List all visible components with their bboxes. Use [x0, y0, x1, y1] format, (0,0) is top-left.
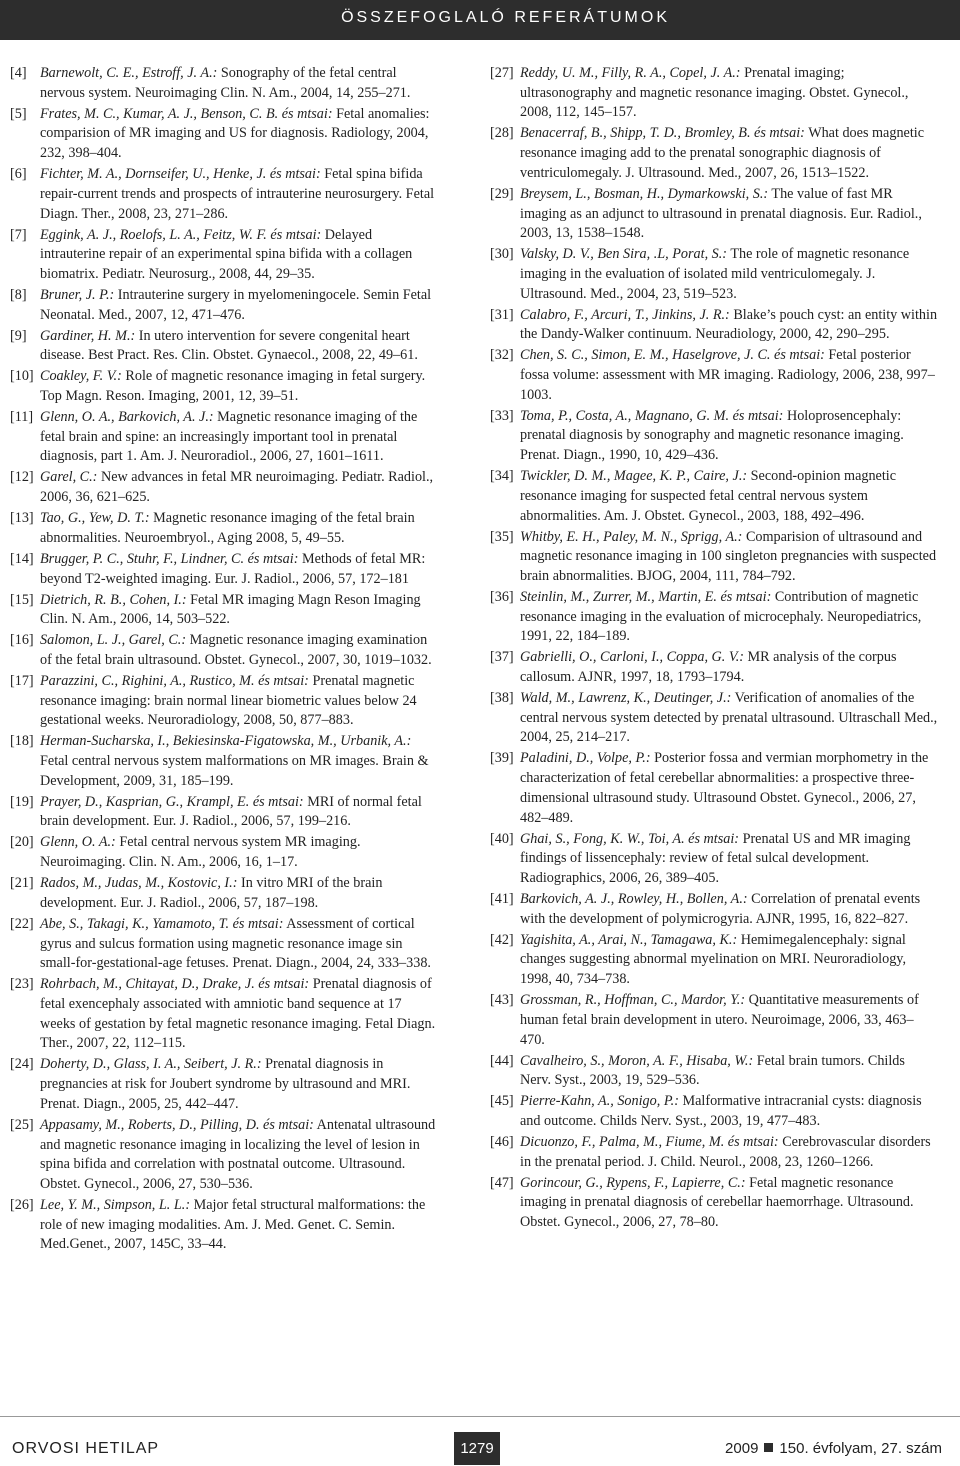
reference-text: Assessment of cortical gyrus and sulcus formation using magnetic resonance image sin small-for-gestational-age fetuses. Prenat. Diagn., 2004, 24, 333–338.	[40, 915, 431, 972]
reference-authors: Brugger, P. C., Stuhr, F., Lindner, C. és mtsai:	[40, 550, 299, 567]
reference-number: [16]	[10, 632, 34, 649]
reference-number: [25]	[10, 1116, 34, 1133]
reference-number: [47]	[490, 1174, 514, 1191]
reference-authors: Abe, S., Takagi, K., Yamamoto, T. és mtsai:	[40, 915, 284, 932]
reference-number: [6]	[10, 166, 27, 183]
reference-item	[10, 408, 438, 467]
reference-number: [10]	[10, 368, 34, 385]
reference-text: Intrauterine surgery in myelomeningocele. Semin Fetal Neonatal. Med., 2007, 12, 471–476.	[40, 286, 432, 323]
reference-authors: Coakley, F. V.:	[40, 368, 122, 385]
reference-number: [41]	[490, 890, 514, 907]
reference-text: Fetal spina bifida repair-current trends and prospects of intrauterine neurosurgery. Fetal Diagn. Ther., 2008, 23, 271–286.	[40, 166, 435, 222]
reference-number: [5]	[10, 105, 27, 122]
reference-authors: Benacerraf, B., Shipp, T. D., Bromley, B. és mtsai:	[520, 125, 805, 142]
reference-number: [29]	[490, 185, 514, 202]
reference-authors: Ghai, S., Fong, K. W., Toi, A. és mtsai:	[520, 830, 740, 847]
reference-item	[490, 689, 938, 748]
reference-item	[10, 1196, 438, 1255]
reference-text: Second-opinion magnetic resonance imaging for suspected fetal central nervous system abnormalities. Am. J. Obstet. Gynecol., 2003, 188, 492–496.	[520, 468, 897, 524]
reference-number: [33]	[490, 407, 514, 424]
reference-text: Contribution of magnetic resonance imaging in the evaluation of microcephaly. Neuropediatrics, 1991, 22, 184–189.	[520, 588, 922, 645]
reference-item	[10, 732, 438, 791]
reference-authors: Chen, S. C., Simon, E. M., Haselgrove, J. C. és mtsai:	[520, 347, 825, 364]
reference-text: Fetal brain tumors. Childs Nerv. Syst., 2003, 19, 529–536.	[520, 1052, 905, 1089]
reference-number: [34]	[490, 468, 514, 485]
reference-text: MRI of normal fetal brain development. Eur. J. Radiol., 2006, 57, 199–216.	[40, 793, 422, 830]
reference-item	[10, 672, 438, 731]
reference-authors: Rohrbach, M., Chitayat, D., Drake, J. és mtsai:	[40, 976, 310, 993]
reference-authors: Glenn, O. A., Barkovich, A. J.:	[40, 409, 214, 426]
reference-number: [39]	[490, 750, 514, 767]
reference-number: [8]	[10, 286, 27, 303]
reference-item	[10, 105, 438, 164]
reference-number: [22]	[10, 915, 34, 932]
reference-authors: Whitby, E. H., Paley, M. N., Sprigg, A.:	[520, 528, 743, 545]
reference-authors: Pierre-Kahn, A., Sonigo, P.:	[520, 1093, 679, 1110]
reference-number: [13]	[10, 510, 34, 527]
reference-authors: Dietrich, R. B., Cohen, I.:	[40, 591, 187, 608]
reference-text: Major fetal structural malformations: the role of new imaging modalities. Am. J. Med. Genet. C. Semin. Med.Genet., 2007, 145C, 33–44.	[40, 1196, 426, 1253]
section-title: ÖSSZEFOGLALÓ REFERÁTUMOK	[341, 9, 670, 26]
issue-year: 2009	[725, 1440, 759, 1457]
reference-number: [14]	[10, 550, 34, 567]
reference-number: [36]	[490, 588, 514, 605]
reference-authors: Garel, C.:	[40, 469, 98, 486]
reference-item	[10, 793, 438, 832]
reference-number: [21]	[10, 875, 34, 892]
reference-authors: Toma, P., Costa, A., Magnano, G. M. és mtsai:	[520, 407, 784, 424]
reference-number: [19]	[10, 793, 34, 810]
reference-item	[10, 165, 438, 224]
reference-text: What does magnetic resonance imaging add to the prenatal sonographic diagnosis of ventriculomegaly. J. Ultrasound. Med., 2007, 26, 1513–1522.	[520, 125, 925, 181]
reference-text: The role of magnetic resonance imaging in the evaluation of isolated mild ventriculomegaly. J. Ultrasound. Med., 2004, 23, 519–523.	[520, 246, 910, 302]
reference-column-right	[490, 64, 938, 1234]
reference-item	[10, 468, 438, 507]
reference-item	[10, 975, 438, 1054]
reference-text: Prenatal diagnosis in pregnancies at risk for Joubert syndrome by ultrasound and MRI. Prenat. Diagn., 2005, 25, 442–447.	[40, 1056, 411, 1112]
reference-authors: Salomon, L. J., Garel, C.:	[40, 632, 187, 649]
reference-authors: Dicuonzo, F., Palma, M., Fiume, M. és mtsai:	[520, 1133, 779, 1150]
square-bullet-icon	[764, 1443, 773, 1452]
reference-authors: Gorincour, G., Rypens, F., Lapierre, C.:	[520, 1174, 746, 1191]
reference-item	[490, 1133, 938, 1172]
reference-text: Verification of anomalies of the central nervous system detected by prenatal ultrasound. Ultraschall Med., 2004, 25, 214–217.	[520, 690, 938, 746]
reference-item	[10, 1116, 438, 1195]
reference-item	[10, 509, 438, 548]
reference-authors: Eggink, A. J., Roelofs, L. A., Feitz, W. F. és mtsai:	[40, 226, 322, 243]
reference-authors: Breysem, L., Bosman, H., Dymarkowski, S.:	[520, 185, 769, 202]
reference-text: Quantitative measurements of human fetal brain development in utero. Neuroimage, 2006, 33, 463–470.	[520, 992, 919, 1048]
reference-text: Correlation of prenatal events with the development of polymicrogyria. AJNR, 1995, 16, 822–827.	[520, 890, 921, 927]
reference-item	[10, 550, 438, 589]
reference-number: [40]	[490, 830, 514, 847]
reference-authors: Yagishita, A., Arai, N., Tamagawa, K.:	[520, 931, 738, 948]
reference-number: [15]	[10, 591, 34, 608]
reference-item	[490, 64, 938, 123]
reference-text: Fetal central nervous system MR imaging. Neuroimaging. Clin. N. Am., 2006, 16, 1–17.	[40, 834, 361, 871]
header-bar	[0, 0, 960, 40]
reference-authors: Reddy, U. M., Filly, R. A., Copel, J. A.:	[520, 65, 741, 81]
reference-item	[10, 64, 438, 103]
reference-number: [42]	[490, 931, 514, 948]
reference-authors: Herman-Sucharska, I., Bekiesinska-Figatowska, M., Urbanik, A.:	[40, 733, 412, 750]
reference-authors: Grossman, R., Hoffman, C., Mardor, Y.:	[520, 992, 746, 1009]
reference-item	[490, 306, 938, 345]
reference-item	[10, 591, 438, 630]
reference-item	[490, 830, 938, 889]
reference-text: Fetal MR imaging Magn Reson Imaging Clin. N. Am., 2006, 14, 503–522.	[40, 591, 421, 628]
reference-number: [18]	[10, 733, 34, 750]
reference-item	[490, 407, 938, 466]
reference-text: Magnetic resonance imaging of the fetal brain and spine: an increasingly important tool in prenatal diagnosis, part 1. Am. J. Neuroradiol., 2006, 27, 1601–1611.	[40, 409, 418, 465]
reference-text: Prenatal US and MR imaging findings of lissencephaly: review of fetal sulcal development. Radiographics, 2006, 26, 389–405.	[520, 830, 911, 886]
reference-item	[490, 245, 938, 304]
reference-text: Fetal central nervous system malformations on MR images. Brain & Development, 2009, 31, 185–199.	[40, 753, 429, 789]
reference-authors: Gabrielli, O., Carloni, I., Coppa, G. V.:	[520, 649, 744, 666]
reference-number: [20]	[10, 834, 34, 851]
reference-text: In utero intervention for severe congenital heart disease. Best Pract. Res. Clin. Obstet. Gynaecol., 2008, 22, 49–61.	[40, 327, 418, 364]
reference-authors: Cavalheiro, S., Moron, A. F., Hisaba, W.:	[520, 1052, 754, 1069]
reference-authors: Gardiner, H. M.:	[40, 327, 136, 344]
reference-number: [31]	[490, 306, 514, 323]
reference-text: Prenatal imaging; ultrasonography and magnetic resonance imaging. Obstet. Gynecol., 2008, 112, 145–157.	[520, 65, 909, 121]
reference-text: Malformative intracranial cysts: diagnosis and outcome. Childs Nerv. Syst., 2003, 19, 477–483.	[520, 1093, 922, 1129]
reference-text: MR analysis of the corpus callosum. AJNR, 1997, 18, 1793–1794.	[520, 649, 897, 686]
reference-item	[490, 749, 938, 828]
reference-text: Fetal posterior fossa volume: assessment with MR imaging. Radiology, 2006, 238, 997–1003.	[520, 347, 935, 403]
reference-authors: Paladini, D., Volpe, P.:	[520, 750, 651, 767]
reference-authors: Frates, M. C., Kumar, A. J., Benson, C. B. és mtsai:	[40, 105, 333, 122]
issue-volume: 150. évfolyam, 27. szám	[779, 1440, 942, 1457]
reference-text: Methods of fetal MR: beyond T2-weighted imaging. Eur. J. Radiol., 2006, 57, 172–181	[40, 550, 426, 587]
footer-divider	[0, 1416, 960, 1417]
reference-item	[490, 185, 938, 244]
reference-number: [11]	[10, 409, 34, 426]
reference-number: [7]	[10, 226, 27, 243]
reference-item	[10, 367, 438, 406]
reference-text: Fetal anomalies: comparision of MR imaging and US for diagnosis. Radiology, 2004, 232, 398–404.	[40, 105, 430, 162]
reference-number: [23]	[10, 976, 34, 993]
reference-number: [37]	[490, 649, 514, 666]
reference-authors: Rados, M., Judas, M., Kostovic, I.:	[40, 875, 238, 892]
reference-number: [4]	[10, 65, 27, 81]
reference-item	[490, 124, 938, 183]
reference-text: The value of fast MR imaging as an adjunct to ultrasound in prenatal diagnosis. Eur. Radiol., 2003, 13, 1538–1548.	[520, 185, 922, 242]
reference-text: Prenatal magnetic resonance imaging: brain normal linear biometric values below 24 gestational weeks. Neuroradiology, 2008, 50, 877–883.	[40, 672, 417, 729]
reference-item	[10, 327, 438, 366]
reference-authors: Appasamy, M., Roberts, D., Pilling, D. és mtsai:	[40, 1116, 314, 1133]
reference-authors: Fichter, M. A., Dornseifer, U., Henke, J. és mtsai:	[40, 166, 321, 183]
reference-number: [17]	[10, 672, 34, 689]
reference-item	[10, 286, 438, 325]
reference-item	[10, 874, 438, 913]
reference-number: [26]	[10, 1196, 34, 1213]
journal-name: ORVOSI HETILAP	[12, 1440, 160, 1457]
reference-text: Magnetic resonance imaging examination of the fetal brain ultrasound. Obstet. Gynecol., 2007, 30, 1019–1032.	[40, 632, 432, 668]
reference-item	[490, 648, 938, 687]
reference-number: [28]	[490, 125, 514, 142]
reference-item	[490, 588, 938, 647]
reference-number: [38]	[490, 690, 514, 707]
reference-number: [24]	[10, 1056, 34, 1073]
reference-item	[10, 226, 438, 285]
reference-item	[490, 931, 938, 990]
reference-authors: Valsky, D. V., Ben Sira, .L, Porat, S.:	[520, 246, 728, 263]
reference-authors: Tao, G., Yew, D. T.:	[40, 510, 150, 527]
reference-number: [46]	[490, 1133, 514, 1150]
reference-item	[10, 631, 438, 670]
reference-text: Magnetic resonance imaging of the fetal brain abnormalities. Neuroembryol., Aging 2008, 5, 49–55.	[40, 510, 415, 546]
reference-item	[10, 833, 438, 872]
reference-number: [27]	[490, 65, 514, 81]
reference-text: Posterior fossa and vermian morphometry in the characterization of fetal cerebellar abnormalities: a prospective three-dimensional ultrasound study. Ultrasound Obstet. Gynecol., 2006, 27, 482–489.	[520, 750, 929, 826]
reference-text: Fetal magnetic resonance imaging in prenatal diagnosis of cerebellar haemorrhage. Ultrasound. Obstet. Gynecol., 2006, 27, 78–80.	[520, 1174, 914, 1231]
reference-number: [32]	[490, 347, 514, 364]
reference-authors: Prayer, D., Kasprian, G., Krampl, E. és mtsai:	[40, 793, 304, 810]
reference-text: Blake’s pouch cyst: an entity within the Dandy-Walker continuum. Neuradiology, 2000, 42, 290–295.	[520, 306, 938, 343]
reference-item	[10, 1055, 438, 1114]
reference-item	[490, 1092, 938, 1131]
reference-text: Sonography of the fetal central nervous system. Neuroimaging Clin. N. Am., 2004, 14, 255–271.	[40, 65, 411, 101]
reference-number: [43]	[490, 992, 514, 1009]
reference-number: [44]	[490, 1052, 514, 1069]
reference-authors: Parazzini, C., Righini, A., Rustico, M. és mtsai:	[40, 672, 309, 689]
reference-text: New advances in fetal MR neuroimaging. Pediatr. Radiol., 2006, 36, 621–625.	[40, 469, 434, 506]
reference-authors: Bruner, J. P.:	[40, 286, 115, 303]
reference-text: Prenatal diagnosis of fetal exencephaly associated with amniotic band sequence at 17 weeks of gestation by fetal magnetic resonance imaging. Fetal Diagn. Ther., 2007, 22, 112–115.	[40, 976, 436, 1052]
reference-authors: Wald, M., Lawrenz, K., Deutinger, J.:	[520, 690, 732, 707]
reference-authors: Barnewolt, C. E., Estroff, J. A.:	[40, 65, 218, 81]
reference-item	[490, 991, 938, 1050]
reference-text: In vitro MRI of the brain development. Eur. J. Radiol., 2006, 57, 187–198.	[40, 875, 383, 911]
reference-text: Role of magnetic resonance imaging in fetal surgery. Top Magn. Reson. Imaging, 2001, 12, 39–51.	[40, 368, 426, 405]
reference-text: Antenatal ultrasound and magnetic resonance imaging in localizing the level of lesion in spina bifida and correlation with postnatal outcome. Ultrasound. Obstet. Gynecol., 2006, 27, 530–536.	[40, 1116, 436, 1192]
reference-text: Delayed intrauterine repair of an experimental spina bifida with a collagen biomatrix. Pediatr. Neurosurg., 2008, 44, 29–35.	[40, 226, 413, 282]
reference-text: Hemimegalencephaly: signal changes suggesting abnormal myelination on MRI. Neuroradiology, 1998, 40, 734–738.	[520, 931, 907, 988]
reference-text: Holoprosencephaly: prenatal diagnosis by sonography and magnetic resonance imaging. Prenat. Diagn., 1990, 10, 429–436.	[520, 407, 904, 464]
reference-item	[490, 1174, 938, 1233]
reference-item	[490, 467, 938, 526]
reference-number: [12]	[10, 469, 34, 486]
reference-number: [9]	[10, 327, 27, 344]
reference-item	[490, 346, 938, 405]
reference-item	[10, 915, 438, 974]
issue-info	[725, 1440, 942, 1457]
reference-column-left	[10, 64, 438, 1256]
reference-number: [35]	[490, 528, 514, 545]
reference-authors: Twickler, D. M., Magee, K. P., Caire, J.:	[520, 468, 748, 485]
reference-number: [30]	[490, 246, 514, 263]
reference-authors: Doherty, D., Glass, I. A., Seibert, J. R.:	[40, 1056, 262, 1073]
reference-authors: Glenn, O. A.:	[40, 834, 116, 851]
reference-authors: Calabro, F., Arcuri, T., Jinkins, J. R.:	[520, 306, 730, 323]
reference-number: [45]	[490, 1093, 514, 1110]
reference-authors: Steinlin, M., Zurrer, M., Martin, E. és mtsai:	[520, 588, 772, 605]
page-number: 1279	[454, 1432, 500, 1465]
reference-authors: Lee, Y. M., Simpson, L. L.:	[40, 1196, 191, 1213]
reference-text: Comparision of ultrasound and magnetic resonance imaging in 100 singleton pregnancies with suspected brain abnormalities. BJOG, 2004, 111, 784–792.	[520, 528, 937, 584]
reference-item	[490, 890, 938, 929]
reference-item	[490, 1052, 938, 1091]
reference-item	[490, 528, 938, 587]
reference-authors: Barkovich, A. J., Rowley, H., Bollen, A.:	[520, 890, 748, 907]
reference-text: Cerebrovascular disorders in the prenatal period. J. Child. Neurol., 2008, 23, 1260–1266.	[520, 1133, 931, 1170]
